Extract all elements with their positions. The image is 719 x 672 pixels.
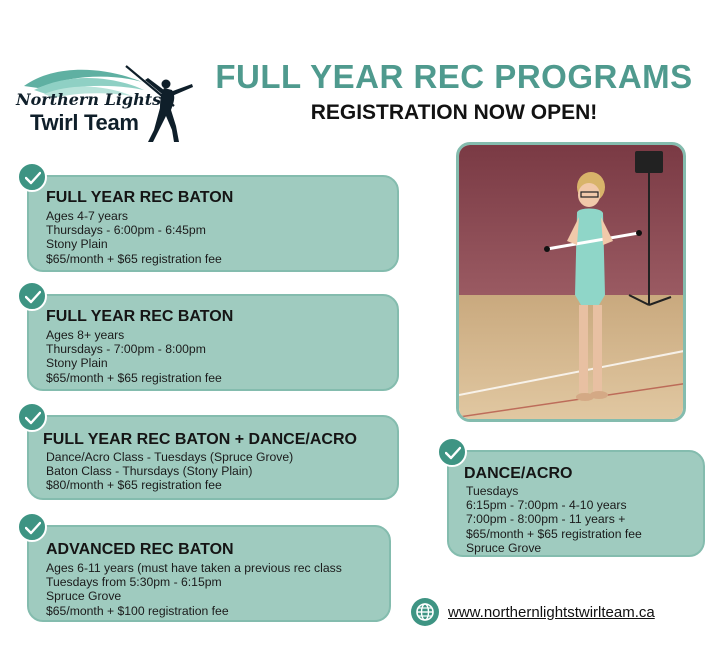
program-details bbox=[466, 484, 642, 555]
program-line: Ages 6-11 years (must have taken a previous rec class bbox=[46, 561, 342, 575]
program-card-baton-dance-acro bbox=[27, 415, 399, 500]
program-line: Thursdays - 6:00pm - 6:45pm bbox=[46, 223, 206, 238]
program-card-advanced-rec-baton bbox=[27, 525, 391, 622]
program-line: $65/month + $100 registration fee bbox=[46, 603, 229, 618]
program-line: $65/month + $65 registration fee bbox=[466, 526, 642, 541]
program-details bbox=[46, 209, 222, 266]
program-line: Thursdays - 7:00pm - 8:00pm bbox=[46, 342, 206, 357]
program-title: DANCE/ACRO bbox=[464, 465, 573, 482]
program-line: Stony Plain bbox=[46, 237, 108, 252]
program-card-dance-acro bbox=[447, 450, 705, 557]
program-title: FULL YEAR REC BATON bbox=[46, 189, 234, 206]
checkmark-icon bbox=[17, 402, 47, 432]
program-line: Tuesdays from 5:30pm - 6:15pm bbox=[46, 575, 222, 590]
program-card-rec-baton-8-plus bbox=[27, 294, 399, 391]
program-line: 7:00pm - 8:00pm - 11 years + bbox=[466, 512, 626, 527]
globe-icon bbox=[411, 598, 439, 626]
program-card-rec-baton-4-7 bbox=[27, 175, 399, 272]
logo-line1: Northern Lights bbox=[16, 90, 162, 109]
program-line: Dance/Acro Class - Tuesdays (Spruce Grove) bbox=[46, 450, 294, 464]
twirler-photo bbox=[456, 142, 686, 422]
checkmark-icon bbox=[17, 512, 47, 542]
program-details bbox=[46, 328, 222, 385]
program-title: FULL YEAR REC BATON bbox=[46, 308, 234, 325]
checkmark-icon bbox=[17, 162, 47, 192]
program-details bbox=[46, 450, 293, 493]
page-title: FULL YEAR REC PROGRAMS bbox=[215, 58, 693, 95]
program-details bbox=[46, 561, 342, 618]
page-subtitle: REGISTRATION NOW OPEN! bbox=[310, 101, 598, 124]
logo-line2: Twirl Team bbox=[30, 110, 139, 135]
program-line: $80/month + $65 registration fee bbox=[46, 478, 222, 493]
program-line: Spruce Grove bbox=[466, 540, 542, 555]
program-line: Baton Class - Thursdays (Stony Plain) bbox=[46, 464, 253, 479]
program-title: FULL YEAR REC BATON + DANCE/ACRO bbox=[43, 431, 357, 448]
website-url[interactable]: www.northernlightstwirlteam.ca bbox=[448, 604, 655, 621]
program-title: ADVANCED REC BATON bbox=[46, 541, 234, 558]
program-line: $65/month + $65 registration fee bbox=[46, 370, 222, 385]
program-line: Tuesdays bbox=[466, 484, 519, 498]
program-line: Ages 4-7 years bbox=[46, 209, 128, 223]
logo bbox=[14, 60, 209, 145]
program-line: Stony Plain bbox=[46, 356, 108, 371]
program-line: Ages 8+ years bbox=[46, 328, 125, 342]
program-line: Spruce Grove bbox=[46, 589, 122, 604]
program-line: 6:15pm - 7:00pm - 4-10 years bbox=[466, 498, 627, 513]
checkmark-icon bbox=[17, 281, 47, 311]
checkmark-icon bbox=[437, 437, 467, 467]
program-line: $65/month + $65 registration fee bbox=[46, 251, 222, 266]
